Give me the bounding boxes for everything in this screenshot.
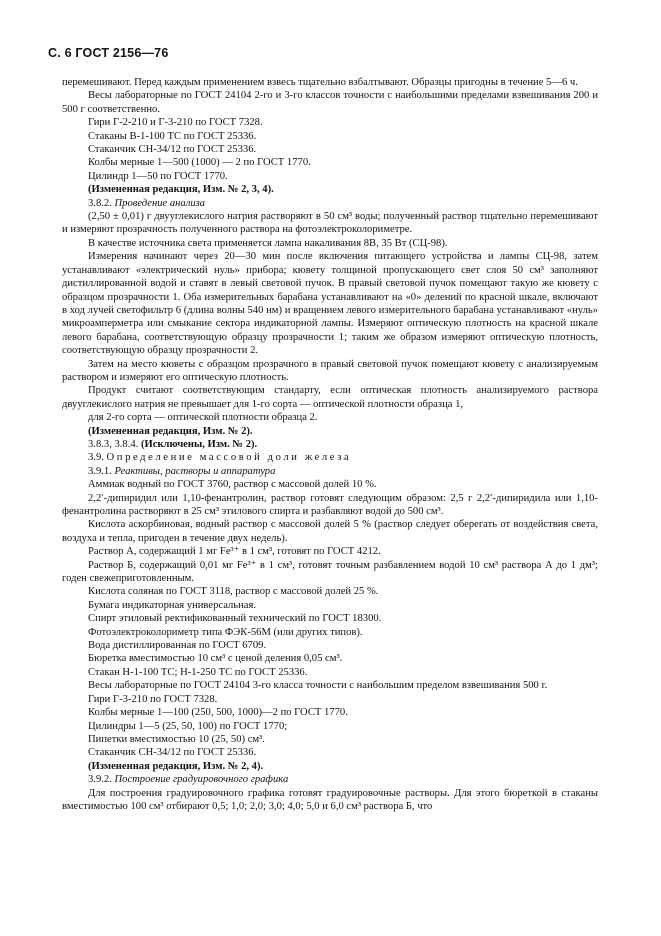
section-number: 3.8.3, 3.8.4.: [88, 438, 139, 450]
paragraph: Стаканчик СН-34/12 по ГОСТ 25336.: [88, 747, 257, 759]
amendment-note: (Измененная редакция, Изм. № 2).: [88, 425, 253, 437]
section-number: 3.9.1.: [88, 465, 112, 477]
paragraph: Кислота аскорбиновая, водный раствор с массовой долей 5 % (раствор следует оберегать от воздействия света, воздуха и тепла, пригоден в течение двух недель).: [62, 519, 598, 544]
section-heading: [62, 465, 598, 478]
paragraph: Колбы мерные 1—100 (250, 500, 1000)—2 по ГОСТ 1770.: [88, 707, 348, 719]
paragraph: В качестве источника света применяется лампа накаливания 8В, 35 Вт (СЦ-98).: [88, 237, 448, 249]
paragraph: (2,50 ± 0,01) г двууглекислого натрия растворяют в 50 см³ воды; полученный раствор тщательно перемешивают и измеряют прозрачность полученного раствора на фотоэлектроколориметре.: [62, 211, 598, 236]
paragraph: Колбы мерные 1—500 (1000) — 2 по ГОСТ 1770.: [88, 157, 311, 169]
paragraph: Продукт считают соответствующим стандарту, если оптическая плотность анализируемого раствора двууглекислого натрия не превышает для 1-го сорта — оптической плотности образца 1,: [62, 385, 598, 410]
section-heading: [62, 451, 598, 464]
paragraph: перемешивают. Перед каждым применением взвесь тщательно взбалтывают. Образцы пригодны в течение 5—6 ч.: [62, 77, 578, 88]
paragraph: Весы лабораторные по ГОСТ 24104 2-го и 3-го классов точности с наибольшими пределами взвешивания 200 и 500 г соответственно.: [62, 90, 598, 115]
paragraph: Бумага индикаторная универсальная.: [88, 599, 257, 611]
section-heading: [62, 197, 598, 210]
paragraph: Раствор Б, содержащий 0,01 мг Fe³⁺ в 1 см³, готовят точным разбавлением водой 10 см³ раствора А до 1 дм³; годен свежеприготовленным.: [62, 559, 598, 585]
paragraph: Аммиак водный по ГОСТ 3760, раствор с массовой долей 10 %.: [88, 479, 377, 491]
amendment-note: (Измененная редакция, Изм. № 2, 3, 4).: [88, 184, 274, 196]
paragraph: Фотоэлектроколориметр типа ФЭК-56М (или других типов).: [88, 626, 363, 638]
section-number: 3.9.2.: [88, 774, 112, 786]
paragraph: Гири Г-3-210 по ГОСТ 7328.: [88, 693, 218, 705]
paragraph: Стаканчик СН-34/12 по ГОСТ 25336.: [88, 144, 257, 156]
paragraph: Спирт этиловый ректификованный технический по ГОСТ 18300.: [88, 613, 382, 625]
paragraph: Бюретка вместимостью 10 см³ с ценой деления 0,05 см³.: [88, 653, 343, 665]
paragraph: Затем на место кюветы с образцом прозрачного в правый световой пучок помещают кювету с анализируемым раствором и измеряют его оптическую плотность.: [62, 358, 598, 383]
paragraph: Цилиндры 1—5 (25, 50, 100) по ГОСТ 1770;: [88, 720, 288, 732]
section-number: 3.8.2.: [88, 197, 112, 209]
amendment-note: (Измененная редакция, Изм. № 2, 4).: [88, 760, 264, 772]
section-title: Построение градуировочного графика: [114, 774, 289, 786]
paragraph: 2,2′-дипиридил или 1,10-фенантролин, раствор готовят следующим образом: 2,5 г 2,2′-дипиридила или 1,10-фенантролина растворяют в 25 см³ этилового спирта и разбавляют водой до 500 см³.: [62, 492, 598, 517]
section-title: Реактивы, растворы и аппаратура: [114, 465, 276, 477]
section-heading: [62, 438, 598, 451]
section-heading: [62, 773, 598, 786]
section-title: Определение массовой доли железа: [106, 452, 352, 464]
amendment-note: (Исключены, Изм. № 2).: [140, 438, 258, 450]
section-number: 3.9.: [88, 452, 104, 464]
paragraph: для 2-го сорта — оптической плотности образца 2.: [88, 412, 318, 424]
page-header: С. 6 ГОСТ 2156—76: [48, 46, 169, 60]
paragraph: Измерения начинают через 20—30 мин после включения питающего устройства и лампы СЦ-98, затем устанавливают «электрический нуль» прибора; кювету толщиной пропускающего свет слоя 50 см³ заполняют дистиллированной водой и ставят в левый световой пучок. В правый световой пучок помещают такую же кювету с образцом прозрачности 1. Оба измерительных барабана устанавливают на «0» делений по красной шкале, включают в ход лучей светофильтр 6 (длина волны 540 нм) и вращением левого измерительного барабана устанавливают «нуль» микроамперметра или смыкание сектора индикаторной лампы. Измеряют оптическую плотность на красной шкале левого барабана, соответствующую образцу прозрачности 1; таким же образом измеряют оптическую плотность, соответствующую образцу прозрачности 2.: [62, 251, 598, 357]
paragraph: Пипетки вместимостью 10 (25, 50) см³.: [88, 733, 265, 745]
paragraph: Стакан Н-1-100 ТС; Н-1-250 ТС по ГОСТ 25336.: [88, 666, 308, 678]
section-title: Проведение анализа: [114, 197, 206, 209]
paragraph: Весы лабораторные по ГОСТ 24104 3-го класса точности с наибольшим пределом взвешивания 500 г.: [88, 680, 548, 692]
paragraph: Для построения градуировочного графика готовят градуировочные растворы. Для этого бюреткой в стаканы вместимостью 100 см³ отбирают 0,5; 1,0; 2,0; 3,0; 4,0; 5,0 и 6,0 см³ раствора Б, что: [62, 787, 598, 812]
paragraph: Стаканы В-1-100 ТС по ГОСТ 25336.: [88, 130, 257, 142]
paragraph: Кислота соляная по ГОСТ 3118, раствор с массовой долей 25 %.: [88, 586, 379, 598]
paragraph: Вода дистиллированная по ГОСТ 6709.: [88, 640, 267, 652]
document-body: [62, 76, 598, 813]
paragraph: Раствор А, содержащий 1 мг Fe³⁺ в 1 см³, готовят по ГОСТ 4212.: [88, 546, 381, 558]
paragraph: Гири Г-2-210 и Г-3-210 по ГОСТ 7328.: [88, 117, 263, 129]
paragraph: Цилиндр 1—50 по ГОСТ 1770.: [88, 170, 228, 182]
